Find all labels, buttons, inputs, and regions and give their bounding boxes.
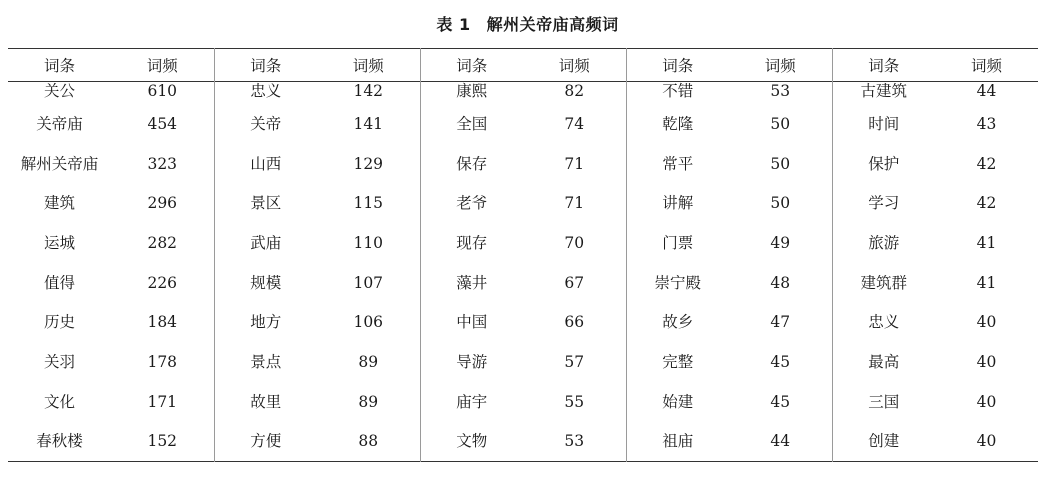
frequency-cell: 110 [353,233,384,252]
table-row [8,104,1038,144]
term-cell: 旅游 [832,223,935,263]
term-cell: 文化 [43,392,75,411]
frequency-cell: 50 [770,154,791,173]
term-cell: 保存 [420,144,523,184]
frequency-cell: 41 [976,273,997,292]
frequency-cell: 45 [770,392,791,411]
frequency-cell: 48 [770,273,791,292]
term-cell: 三国 [832,382,935,422]
term-cell: 祖庙 [626,422,729,462]
frequency-cell: 142 [353,82,384,100]
column-header-term: 词条 [214,49,317,82]
term-cell: 景点 [214,342,317,382]
frequency-cell: 178 [147,352,178,371]
table-row [8,382,1038,422]
column-header-term: 词条 [832,49,935,82]
frequency-cell: 129 [353,154,384,173]
term-cell: 最高 [832,342,935,382]
term-cell: 春秋楼 [36,432,83,451]
term-cell: 不错 [626,82,729,105]
table-row [8,82,1038,105]
frequency-cell: 282 [147,233,178,252]
term-cell: 解州关帝庙 [20,154,99,173]
frequency-cell: 40 [976,313,997,332]
frequency-cell: 47 [770,313,791,332]
term-cell: 创建 [832,422,935,462]
term-cell: 保护 [832,144,935,184]
term-cell: 故里 [214,382,317,422]
term-cell: 景区 [214,183,317,223]
frequency-cell: 40 [976,432,997,451]
table-caption [0,14,1055,36]
frequency-cell: 57 [564,352,585,371]
term-cell: 始建 [626,382,729,422]
column-header-frequency: 词频 [970,57,1002,75]
frequency-cell: 82 [564,82,585,100]
frequency-cell: 88 [358,432,379,451]
frequency-cell: 171 [147,392,178,411]
column-header-frequency: 词频 [146,57,178,75]
frequency-cell: 44 [770,432,791,451]
frequency-cell: 115 [353,194,384,213]
column-header-term: 词条 [626,49,729,82]
term-cell: 忠义 [214,82,317,105]
column-header-frequency: 词频 [352,57,384,75]
term-cell: 建筑群 [832,263,935,303]
term-cell: 历史 [43,313,75,332]
term-cell: 讲解 [626,183,729,223]
frequency-cell: 40 [976,352,997,371]
table-row [8,144,1038,184]
table-row [8,302,1038,342]
frequency-cell: 71 [564,154,585,173]
term-cell: 乾隆 [626,104,729,144]
table-header [8,49,1038,82]
term-cell: 关帝 [214,104,317,144]
term-cell: 康熙 [420,82,523,105]
table-row [8,223,1038,263]
frequency-cell: 152 [147,432,178,451]
term-cell: 关羽 [43,352,75,371]
frequency-cell: 107 [353,273,384,292]
term-cell: 文物 [420,422,523,462]
term-cell: 地方 [214,302,317,342]
term-cell: 关公 [43,82,75,100]
term-cell: 全国 [420,104,523,144]
table-row [8,342,1038,382]
frequency-cell: 42 [976,154,997,173]
frequency-cell: 50 [770,114,791,133]
frequency-cell: 89 [358,352,379,371]
column-header-frequency: 词频 [764,57,796,75]
frequency-cell: 71 [564,194,585,213]
term-cell: 古建筑 [832,82,935,105]
frequency-cell: 106 [353,313,384,332]
frequency-cell: 55 [564,392,585,411]
frequency-cell: 296 [147,194,178,213]
frequency-cell: 43 [976,114,997,133]
frequency-cell: 50 [770,194,791,213]
frequency-cell: 226 [147,273,178,292]
table-number: 表 1 [436,15,471,34]
frequency-cell: 44 [976,82,997,100]
term-cell: 关帝庙 [36,114,83,133]
frequency-cell: 184 [147,313,178,332]
frequency-cell: 70 [564,233,585,252]
term-cell: 山西 [214,144,317,184]
term-cell: 崇宁殿 [626,263,729,303]
frequency-cell: 49 [770,233,791,252]
frequency-cell: 141 [353,114,384,133]
frequency-cell: 323 [147,154,178,173]
term-cell: 常平 [626,144,729,184]
term-cell: 庙宇 [420,382,523,422]
table-row [8,422,1038,462]
term-cell: 藻井 [420,263,523,303]
frequency-cell: 67 [564,273,585,292]
term-cell: 故乡 [626,302,729,342]
term-cell: 中国 [420,302,523,342]
frequency-cell: 40 [976,392,997,411]
frequency-cell: 89 [358,392,379,411]
table-row [8,183,1038,223]
term-cell: 老爷 [420,183,523,223]
term-cell: 值得 [43,273,75,292]
frequency-cell: 74 [564,114,585,133]
term-cell: 完整 [626,342,729,382]
frequency-cell: 45 [770,352,791,371]
term-cell: 运城 [43,233,75,252]
frequency-cell: 41 [976,233,997,252]
word-frequency-table [8,48,1038,462]
column-header-frequency: 词频 [558,57,590,75]
term-cell: 现存 [420,223,523,263]
table-body [8,82,1038,462]
term-cell: 忠义 [832,302,935,342]
term-cell: 方便 [214,422,317,462]
frequency-cell: 53 [770,82,791,100]
table-title: 解州关帝庙高频词 [486,15,619,34]
frequency-cell: 42 [976,194,997,213]
term-cell: 建筑 [43,194,75,213]
frequency-cell: 454 [147,114,178,133]
frequency-cell: 610 [147,82,178,100]
term-cell: 规模 [214,263,317,303]
header-row [8,49,1038,82]
term-cell: 学习 [832,183,935,223]
term-cell: 门票 [626,223,729,263]
table-row [8,263,1038,303]
term-cell: 武庙 [214,223,317,263]
column-header-term: 词条 [43,57,75,75]
term-cell: 时间 [832,104,935,144]
frequency-cell: 66 [564,313,585,332]
frequency-cell: 53 [564,432,585,451]
term-cell: 导游 [420,342,523,382]
column-header-term: 词条 [420,49,523,82]
